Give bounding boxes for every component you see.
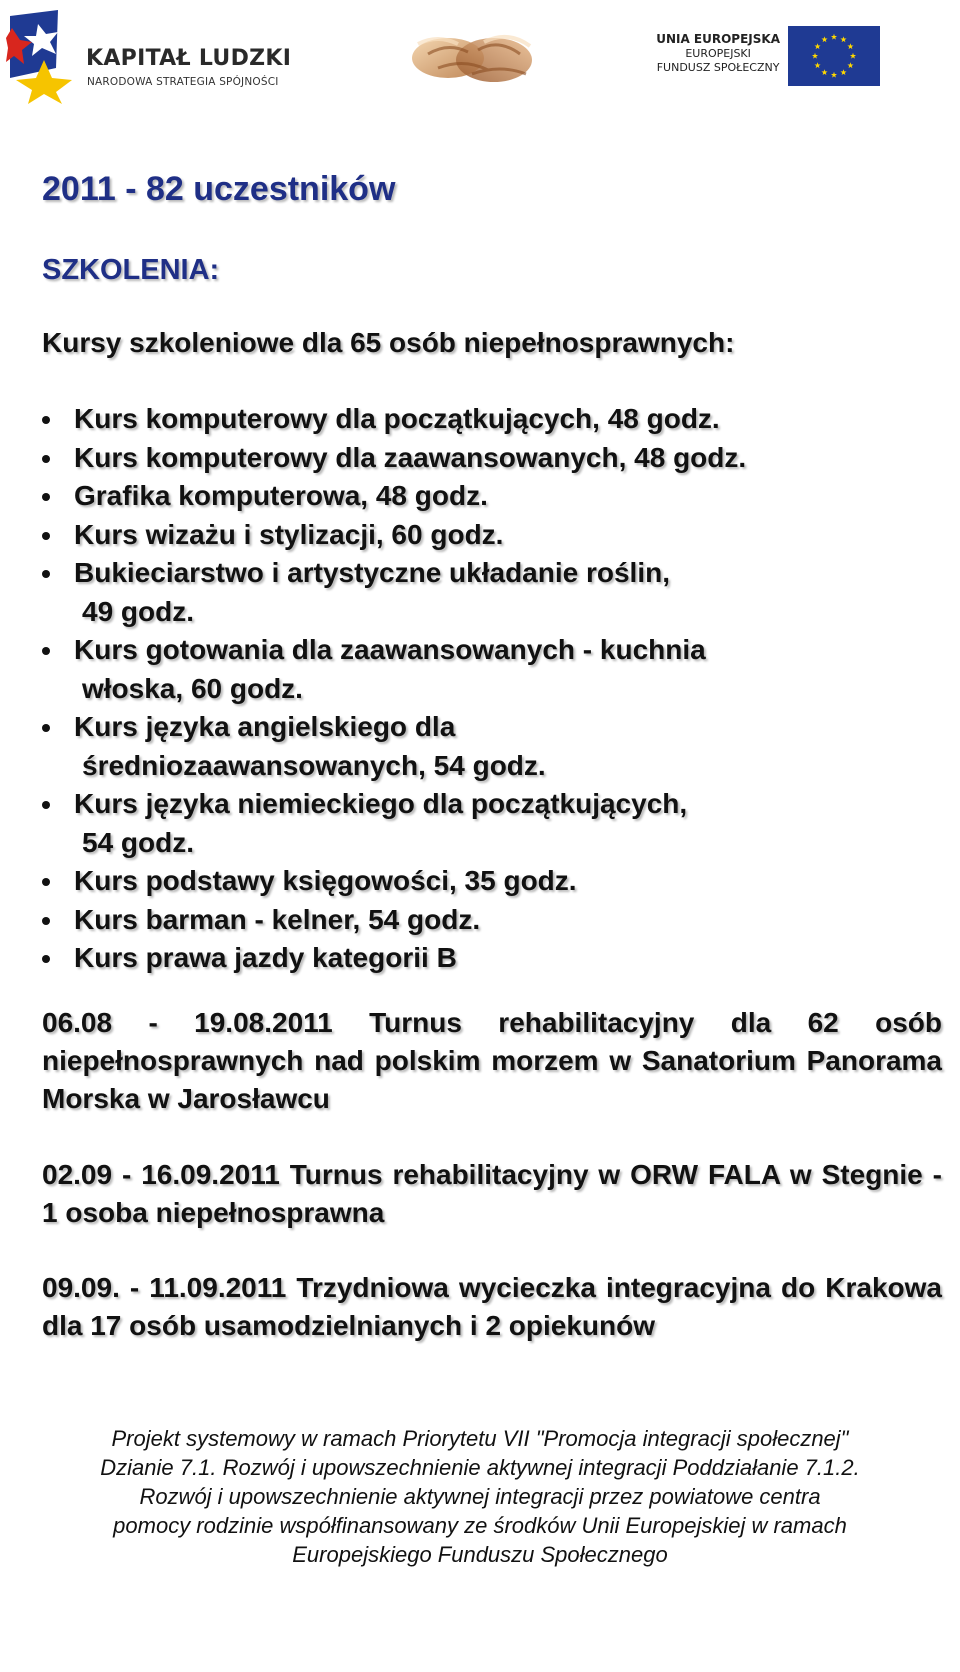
course-item [42,631,942,708]
course-item-text: Kurs komputerowy dla początkujących, 48 godz. [74,403,720,434]
bullet-icon [42,455,50,463]
course-item [42,901,942,940]
kapital-ludzki-subtitle: NARODOWA STRATEGIA SPÓJNOŚCI [87,76,279,88]
kapital-ludzki-logo [6,8,296,104]
course-item-continuation: 54 godz. [82,826,195,858]
bullet-icon [42,570,50,578]
bullet-icon [42,917,50,925]
course-item-text: Bukieciarstwo i artystyczne układanie roślin, [74,557,670,588]
course-item-text: Kurs prawa jazdy kategorii B [74,942,457,973]
bullet-icon [42,724,50,732]
eu-logo-text [656,32,780,75]
bullet-icon [42,532,50,540]
bullet-icon [42,416,50,424]
course-item-text: Kurs komputerowy dla zaawansowanych, 48 godz. [74,441,747,473]
course-item-text: Grafika komputerowa, 48 godz. [74,480,488,511]
bullet-icon [42,647,50,655]
course-item [42,439,942,478]
course-item [42,785,942,862]
course-list [42,400,942,978]
footer-line: Europejskiego Funduszu Społecznego [292,1542,668,1567]
courses-heading: Kursy szkoleniowe dla 65 osób niepełnosprawnych: [42,327,735,358]
eu-logo [640,26,880,88]
course-item-text: Kurs języka angielskiego dla [74,711,456,742]
course-item [42,862,942,901]
section-title: SZKOLENIA: [42,254,220,286]
course-item-text: Kurs barman - kelner, 54 godz. [74,903,481,935]
star-logo-icon [6,8,78,104]
course-item-text: Kurs podstawy księgowości, 35 godz. [74,865,577,896]
bullet-icon [42,493,50,501]
event-paragraph-3: 09.09. - 11.09.2011 Trzydniowa wycieczka integracyjna do Krakowa dla 17 osób usamodzielnianych i 2 opiekunów [42,1272,942,1341]
course-item-text: Kurs języka niemieckiego dla początkujących, [74,788,688,819]
bullet-icon [42,955,50,963]
eu-logo-line1: UNIA EUROPEJSKA [656,32,780,46]
footer-note [30,1424,930,1569]
course-item [42,554,942,631]
footer-line: pomocy rodzinie współfinansowany ze środków Unii Europejskiej w ramach [113,1513,847,1538]
course-item [42,939,942,978]
footer-line: Projekt systemowy w ramach Priorytetu VII "Promocja integracji społecznej" [111,1426,849,1451]
course-item-text: Kurs wizażu i stylizacji, 60 godz. [74,518,504,550]
course-item [42,400,942,439]
eu-flag-icon [788,26,880,86]
eu-logo-line2: EUROPEJSKI [685,47,751,60]
kapital-ludzki-title: KAPITAŁ LUDZKI [86,46,292,71]
course-item [42,516,942,555]
bullet-icon [42,801,50,809]
course-item [42,477,942,516]
hands-image [408,24,536,92]
event-paragraph-2: 02.09 - 16.09.2011 Turnus rehabilitacyjny w ORW FALA w Stegnie - 1 osoba niepełnosprawna [42,1159,942,1228]
course-item-text: Kurs gotowania dla zaawansowanych - kuchnia [74,634,706,665]
footer-line: Dzianie 7.1. Rozwój i upowszechnienie aktywnej integracji Poddziałanie 7.1.2. [100,1455,860,1480]
event-paragraph-1: 06.08 - 19.08.2011 Turnus rehabilitacyjny dla 62 osób niepełnosprawnych nad polskim morzem w Sanatorium Panorama Morska w Jarosławcu [42,1007,942,1114]
course-item-continuation: średniozaawansowanych, 54 godz. [82,749,546,781]
footer-line: Rozwój i upowszechnienie aktywnej integracji przez powiatowe centra [139,1484,821,1509]
eu-logo-line3: FUNDUSZ SPOŁECZNY [656,61,780,74]
course-item [42,708,942,785]
year-title: 2011 - 82 uczestników [42,170,396,208]
header [0,0,960,110]
course-item-continuation: 49 godz. [82,595,195,627]
course-item-continuation: włoska, 60 godz. [82,672,303,704]
bullet-icon [42,878,50,886]
